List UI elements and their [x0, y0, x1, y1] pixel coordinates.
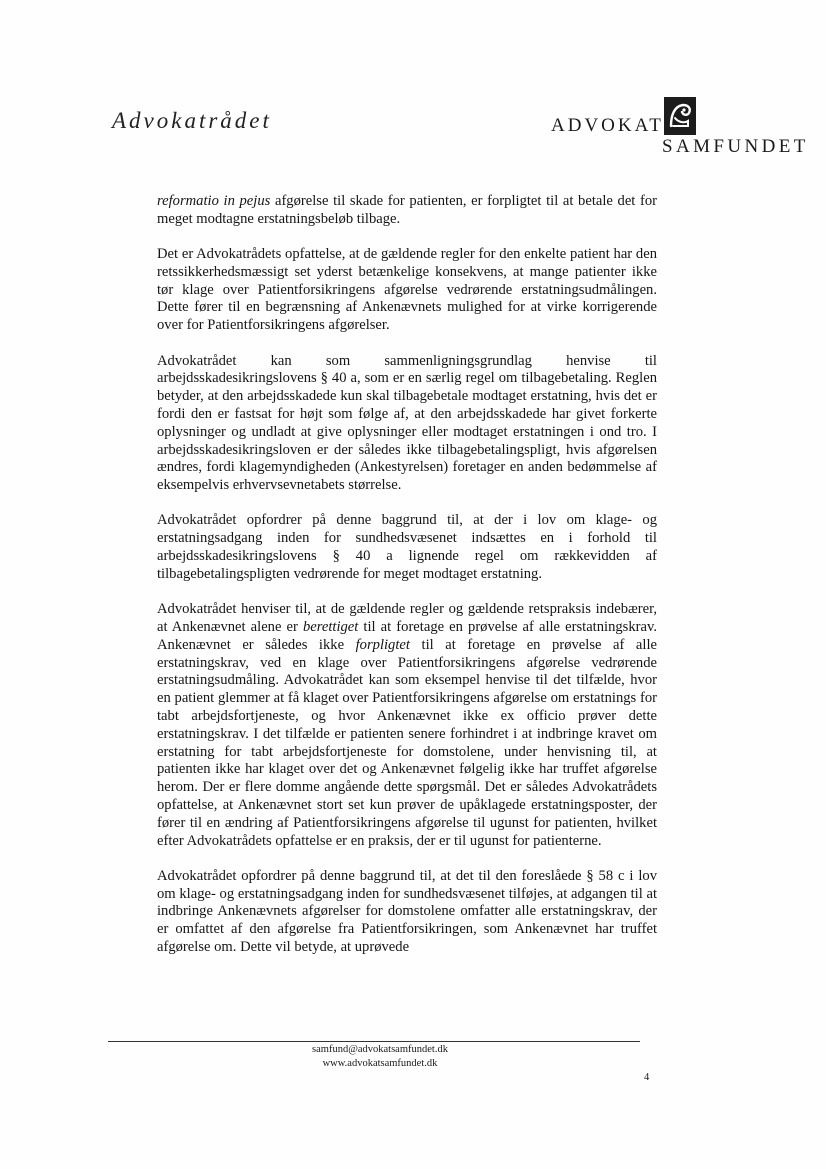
logo-emblem-icon	[663, 96, 697, 136]
paragraph-text: Advokatrådet opfordrer på denne baggrund til, at det til den foreslåede § 58 c i lov om klage- og erstatningsadgang inden for sundhedsvæsenet tilføjes, at adgangen til at indbringe Ankenævnets afgørelser for domstolene omfatter alle erstatningskrav, der er omfattet af den afgørelse fra Patientforsikringen, som Ankenævnet har truffet afgørelse om. Dette vil betyde, at uprøvede	[157, 867, 657, 955]
emphasized-text: berettiget	[302, 618, 359, 635]
paragraph-text: til at foretage en prøvelse af alle erstatningskrav. Ankenævnet er således ikke	[157, 618, 657, 653]
paragraph-text: Advokatrådet kan som sammenligningsgrundlag henvise til arbejdsskadesikringslovens § 40 a, som er en særlig regel om tilbagebetaling. Reglen betyder, at den arbejdsskadede kun skal tilbagebetale modtaget erstatning, hvis det er fordi den er fastsat for højt som følge af, at den arbejdsskadede har givet forkerte oplysninger og undladt at give oplysninger eller modtaget erstatningen i ond tro. I arbejdsskadesikringsloven er der således ikke tilbagebetalingspligt, hvis afgørelsen ændres, fordi klagemyndigheden (Ankestyrelsen) foretager en anden bedømmelse af eksempelvis erhvervsevnetabets størrelse.	[157, 352, 657, 494]
footer-website-link[interactable]: www.advokatsamfundet.dk	[322, 1058, 438, 1069]
page-number: 4	[644, 1072, 650, 1083]
footer-email-link[interactable]: samfund@advokatsamfundet.dk	[312, 1044, 448, 1055]
logo-text-line2: SAMFUNDET	[662, 136, 809, 157]
emphasized-text: forpligtet	[355, 636, 410, 653]
advokatsamfundet-logo	[551, 96, 809, 166]
paragraph-text: Det er Advokatrådets opfattelse, at de gældende regler for den enkelte patient har den retssikkerhedsmæssigt set yderst betænkelige konsekvens, at mange patienter ikke tør klage over Patientforsikringens afgørelse vedrørende erstatningsudmålingen. Dette fører til en begrænsning af Ankenævnets mulighed for at virke korrigerende over for Patientforsikringens afgørelser.	[157, 246, 657, 334]
paragraph-text: Advokatrådet opfordrer på denne baggrund til, at der i lov om klage- og erstatningsadgang inden for sundhedsvæsenet indsættes en i forhold til arbejdsskadesikringslovens § 40 a lignende regel om rækkevidden af tilbagebetalingspligten vedrørende for meget modtaget erstatning.	[157, 512, 657, 582]
body-paragraph	[157, 193, 657, 229]
letter-body	[157, 193, 657, 974]
body-paragraph	[157, 868, 657, 957]
body-paragraph	[157, 353, 657, 495]
body-paragraph	[157, 601, 657, 850]
emphasized-text: reformatio in pejus	[157, 193, 271, 209]
header-title: Advokatrådet	[112, 108, 272, 133]
paragraph-text: Advokatrådet henviser til, at de gældende regler og gældende retspraksis indebærer, at Ankenævnet alene er	[157, 601, 657, 635]
logo-text-line1: ADVOKAT	[551, 115, 664, 136]
body-paragraph	[157, 246, 657, 335]
body-paragraph	[157, 512, 657, 583]
footer	[230, 1043, 530, 1071]
paragraph-text: afgørelse til skade for patienten, er forpligtet til at betale det for meget modtagne erstatningsbeløb tilbage.	[157, 193, 658, 227]
footer-divider	[108, 1041, 640, 1042]
paragraph-text: til at foretage en prøvelse af alle erstatningskrav, ved en klage over Patientforsikringens afgørelse vedrørende erstatningsudmåling. Advokatrådet kan som eksempel henvise til det tilfælde, hvor en patient glemmer at få klaget over Patientforsikringens afgørelse om erstatnings for tabt arbejdsfortjeneste, og hvor Ankenævnet ikke ex officio prøver dette erstatningskrav. I det tilfælde er patienten senere forhindret i at indbringe kravet om erstatning for tabt arbejdsfortjeneste for domstolene, under henvisning til, at patienten ikke har klaget over det og Ankenævnet følgelig ikke har truffet afgørelse herom. Der er flere domme angående dette spørgsmål. Det er således Advokatrådets opfattelse, at Ankenævnet stort set kun prøver de upåklagede erstatningsposter, der fører til en ændring af Patientforsikringens afgørelse til ugunst for patienten, hvilket efter Advokatrådets opfattelse er en praksis, der er til ugunst for patienterne.	[157, 636, 657, 849]
